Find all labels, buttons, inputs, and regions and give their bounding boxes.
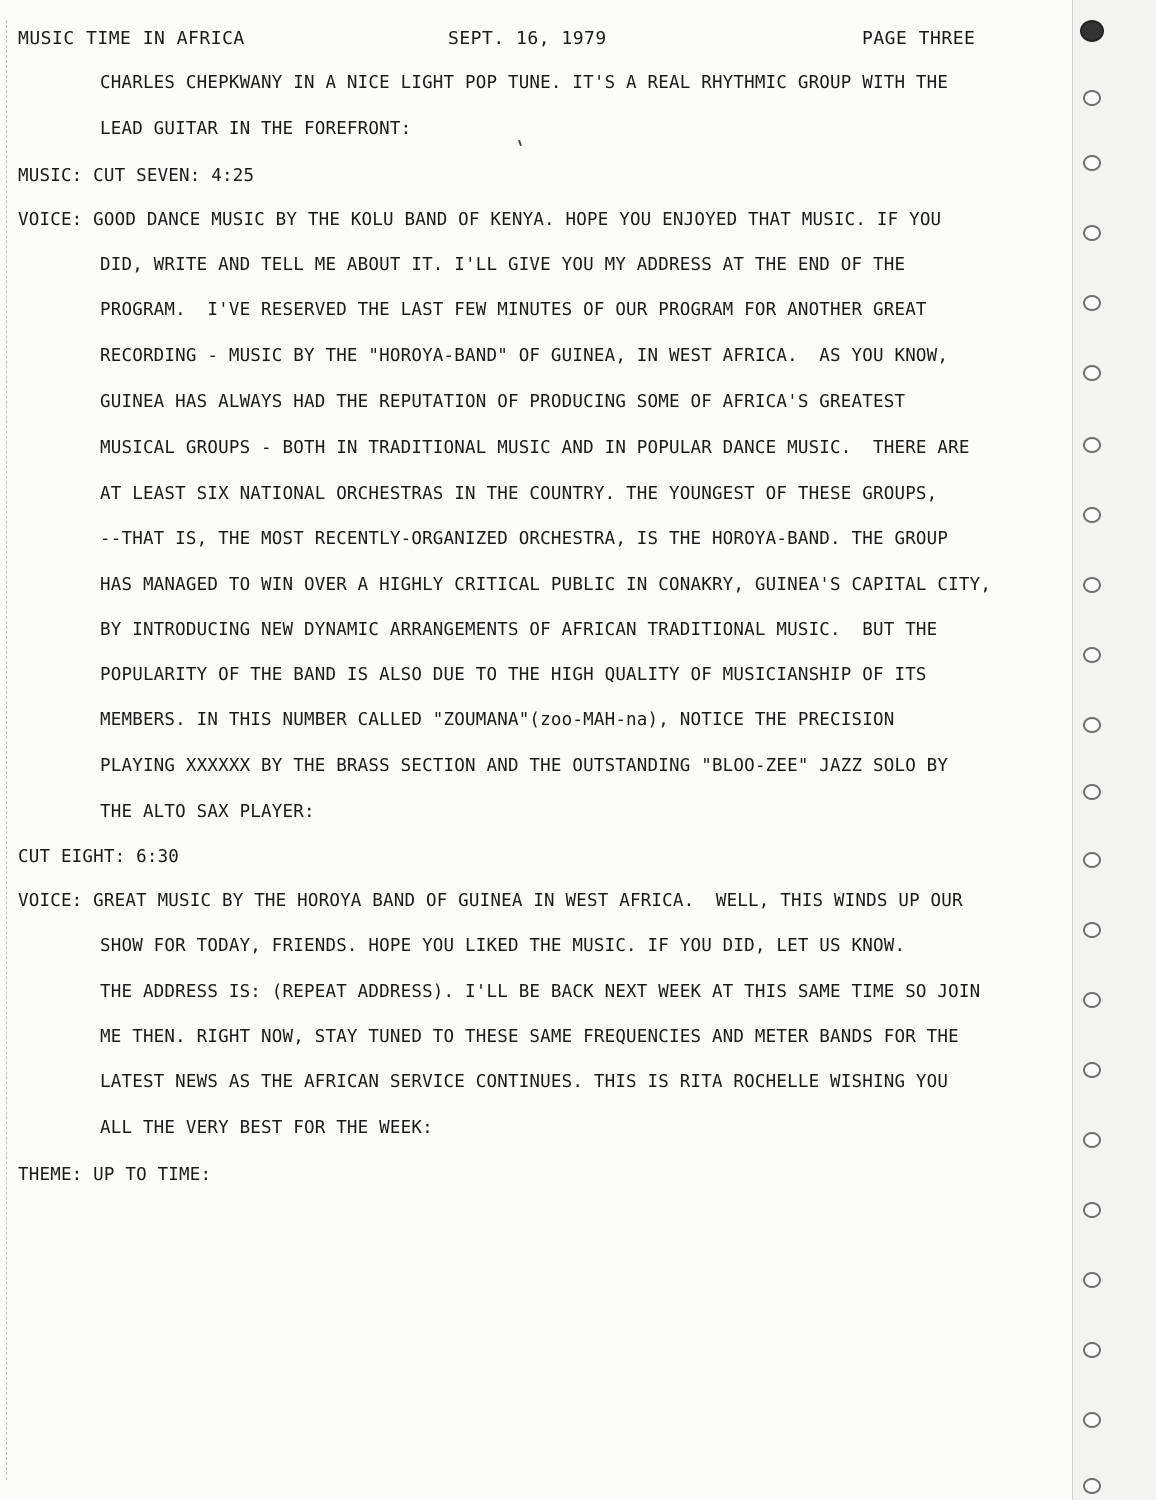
- feed-hole: [1083, 717, 1101, 733]
- feed-hole: [1083, 295, 1101, 311]
- script-line: BY INTRODUCING NEW DYNAMIC ARRANGEMENTS OF AFRICAN TRADITIONAL MUSIC. BUT THE: [100, 620, 938, 640]
- script-line: MEMBERS. IN THIS NUMBER CALLED "ZOUMANA"(zoo-MAH-na), NOTICE THE PRECISION: [100, 710, 895, 730]
- feed-hole: [1083, 1132, 1101, 1148]
- feed-hole: [1083, 90, 1101, 106]
- script-line: PROGRAM. I'VE RESERVED THE LAST FEW MINUTES OF OUR PROGRAM FOR ANOTHER GREAT: [100, 300, 927, 320]
- feed-hole: [1083, 1202, 1101, 1218]
- program-title: MUSIC TIME IN AFRICA: [18, 28, 245, 49]
- cue-line: VOICE: GREAT MUSIC BY THE HOROYA BAND OF GUINEA IN WEST AFRICA. WELL, THIS WINDS UP OUR: [18, 891, 963, 911]
- script-line: DID, WRITE AND TELL ME ABOUT IT. I'LL GIVE YOU MY ADDRESS AT THE END OF THE: [100, 255, 906, 275]
- feed-hole: [1083, 992, 1101, 1008]
- feed-hole: [1083, 1478, 1101, 1494]
- feed-hole: [1083, 922, 1101, 938]
- feed-hole: [1083, 155, 1101, 171]
- cue-line: THEME: UP TO TIME:: [18, 1165, 212, 1185]
- cue-line: VOICE: GOOD DANCE MUSIC BY THE KOLU BAND OF KENYA. HOPE YOU ENJOYED THAT MUSIC. IF YOU: [18, 210, 942, 230]
- script-line: ALL THE VERY BEST FOR THE WEEK:: [100, 1118, 433, 1138]
- script-line: SHOW FOR TODAY, FRIENDS. HOPE YOU LIKED THE MUSIC. IF YOU DID, LET US KNOW.: [100, 936, 906, 956]
- script-line: LEAD GUITAR IN THE FOREFRONT:: [100, 119, 412, 139]
- feed-hole: [1083, 647, 1101, 663]
- script-line: ME THEN. RIGHT NOW, STAY TUNED TO THESE SAME FREQUENCIES AND METER BANDS FOR THE: [100, 1027, 959, 1047]
- feed-hole: [1083, 507, 1101, 523]
- feed-hole: [1080, 20, 1104, 42]
- feed-hole: [1083, 365, 1101, 381]
- script-line: --THAT IS, THE MOST RECENTLY-ORGANIZED ORCHESTRA, IS THE HOROYA-BAND. THE GROUP: [100, 529, 949, 549]
- feed-hole: [1083, 1272, 1101, 1288]
- feed-hole: [1083, 1342, 1101, 1358]
- script-line: THE ALTO SAX PLAYER:: [100, 802, 315, 822]
- script-line: MUSICAL GROUPS - BOTH IN TRADITIONAL MUSIC AND IN POPULAR DANCE MUSIC. THERE ARE: [100, 438, 970, 458]
- script-line: LATEST NEWS AS THE AFRICAN SERVICE CONTINUES. THIS IS RITA ROCHELLE WISHING YOU: [100, 1072, 949, 1092]
- script-line: CHARLES CHEPKWANY IN A NICE LIGHT POP TUNE. IT'S A REAL RHYTHMIC GROUP WITH THE: [100, 73, 949, 93]
- feed-hole: [1083, 577, 1101, 593]
- cue-line: CUT EIGHT: 6:30: [18, 847, 180, 867]
- feed-hole: [1083, 225, 1101, 241]
- page-number: PAGE THREE: [862, 28, 976, 49]
- feed-hole: [1083, 437, 1101, 453]
- script-line: POPULARITY OF THE BAND IS ALSO DUE TO THE HIGH QUALITY OF MUSICIANSHIP OF ITS: [100, 665, 927, 685]
- feed-hole: [1083, 852, 1101, 868]
- script-line: AT LEAST SIX NATIONAL ORCHESTRAS IN THE COUNTRY. THE YOUNGEST OF THESE GROUPS,: [100, 484, 938, 504]
- feed-hole: [1083, 1412, 1101, 1428]
- feed-hole: [1083, 1062, 1101, 1078]
- script-line: THE ADDRESS IS: (REPEAT ADDRESS). I'LL BE BACK NEXT WEEK AT THIS SAME TIME SO JOIN: [100, 982, 981, 1002]
- cue-line: MUSIC: CUT SEVEN: 4:25: [18, 166, 255, 186]
- stray-mark: [518, 140, 522, 146]
- script-line: GUINEA HAS ALWAYS HAD THE REPUTATION OF PRODUCING SOME OF AFRICA'S GREATEST: [100, 392, 906, 412]
- script-line: RECORDING - MUSIC BY THE "HOROYA-BAND" OF GUINEA, IN WEST AFRICA. AS YOU KNOW,: [100, 346, 949, 366]
- script-line: HAS MANAGED TO WIN OVER A HIGHLY CRITICAL PUBLIC IN CONAKRY, GUINEA'S CAPITAL CITY,: [100, 575, 992, 595]
- script-line: PLAYING XXXXXX BY THE BRASS SECTION AND THE OUTSTANDING "BLOO-ZEE" JAZZ SOLO BY: [100, 756, 949, 776]
- feed-hole: [1083, 784, 1101, 800]
- broadcast-date: SEPT. 16, 1979: [448, 28, 607, 49]
- perforated-left-edge: [6, 20, 9, 1480]
